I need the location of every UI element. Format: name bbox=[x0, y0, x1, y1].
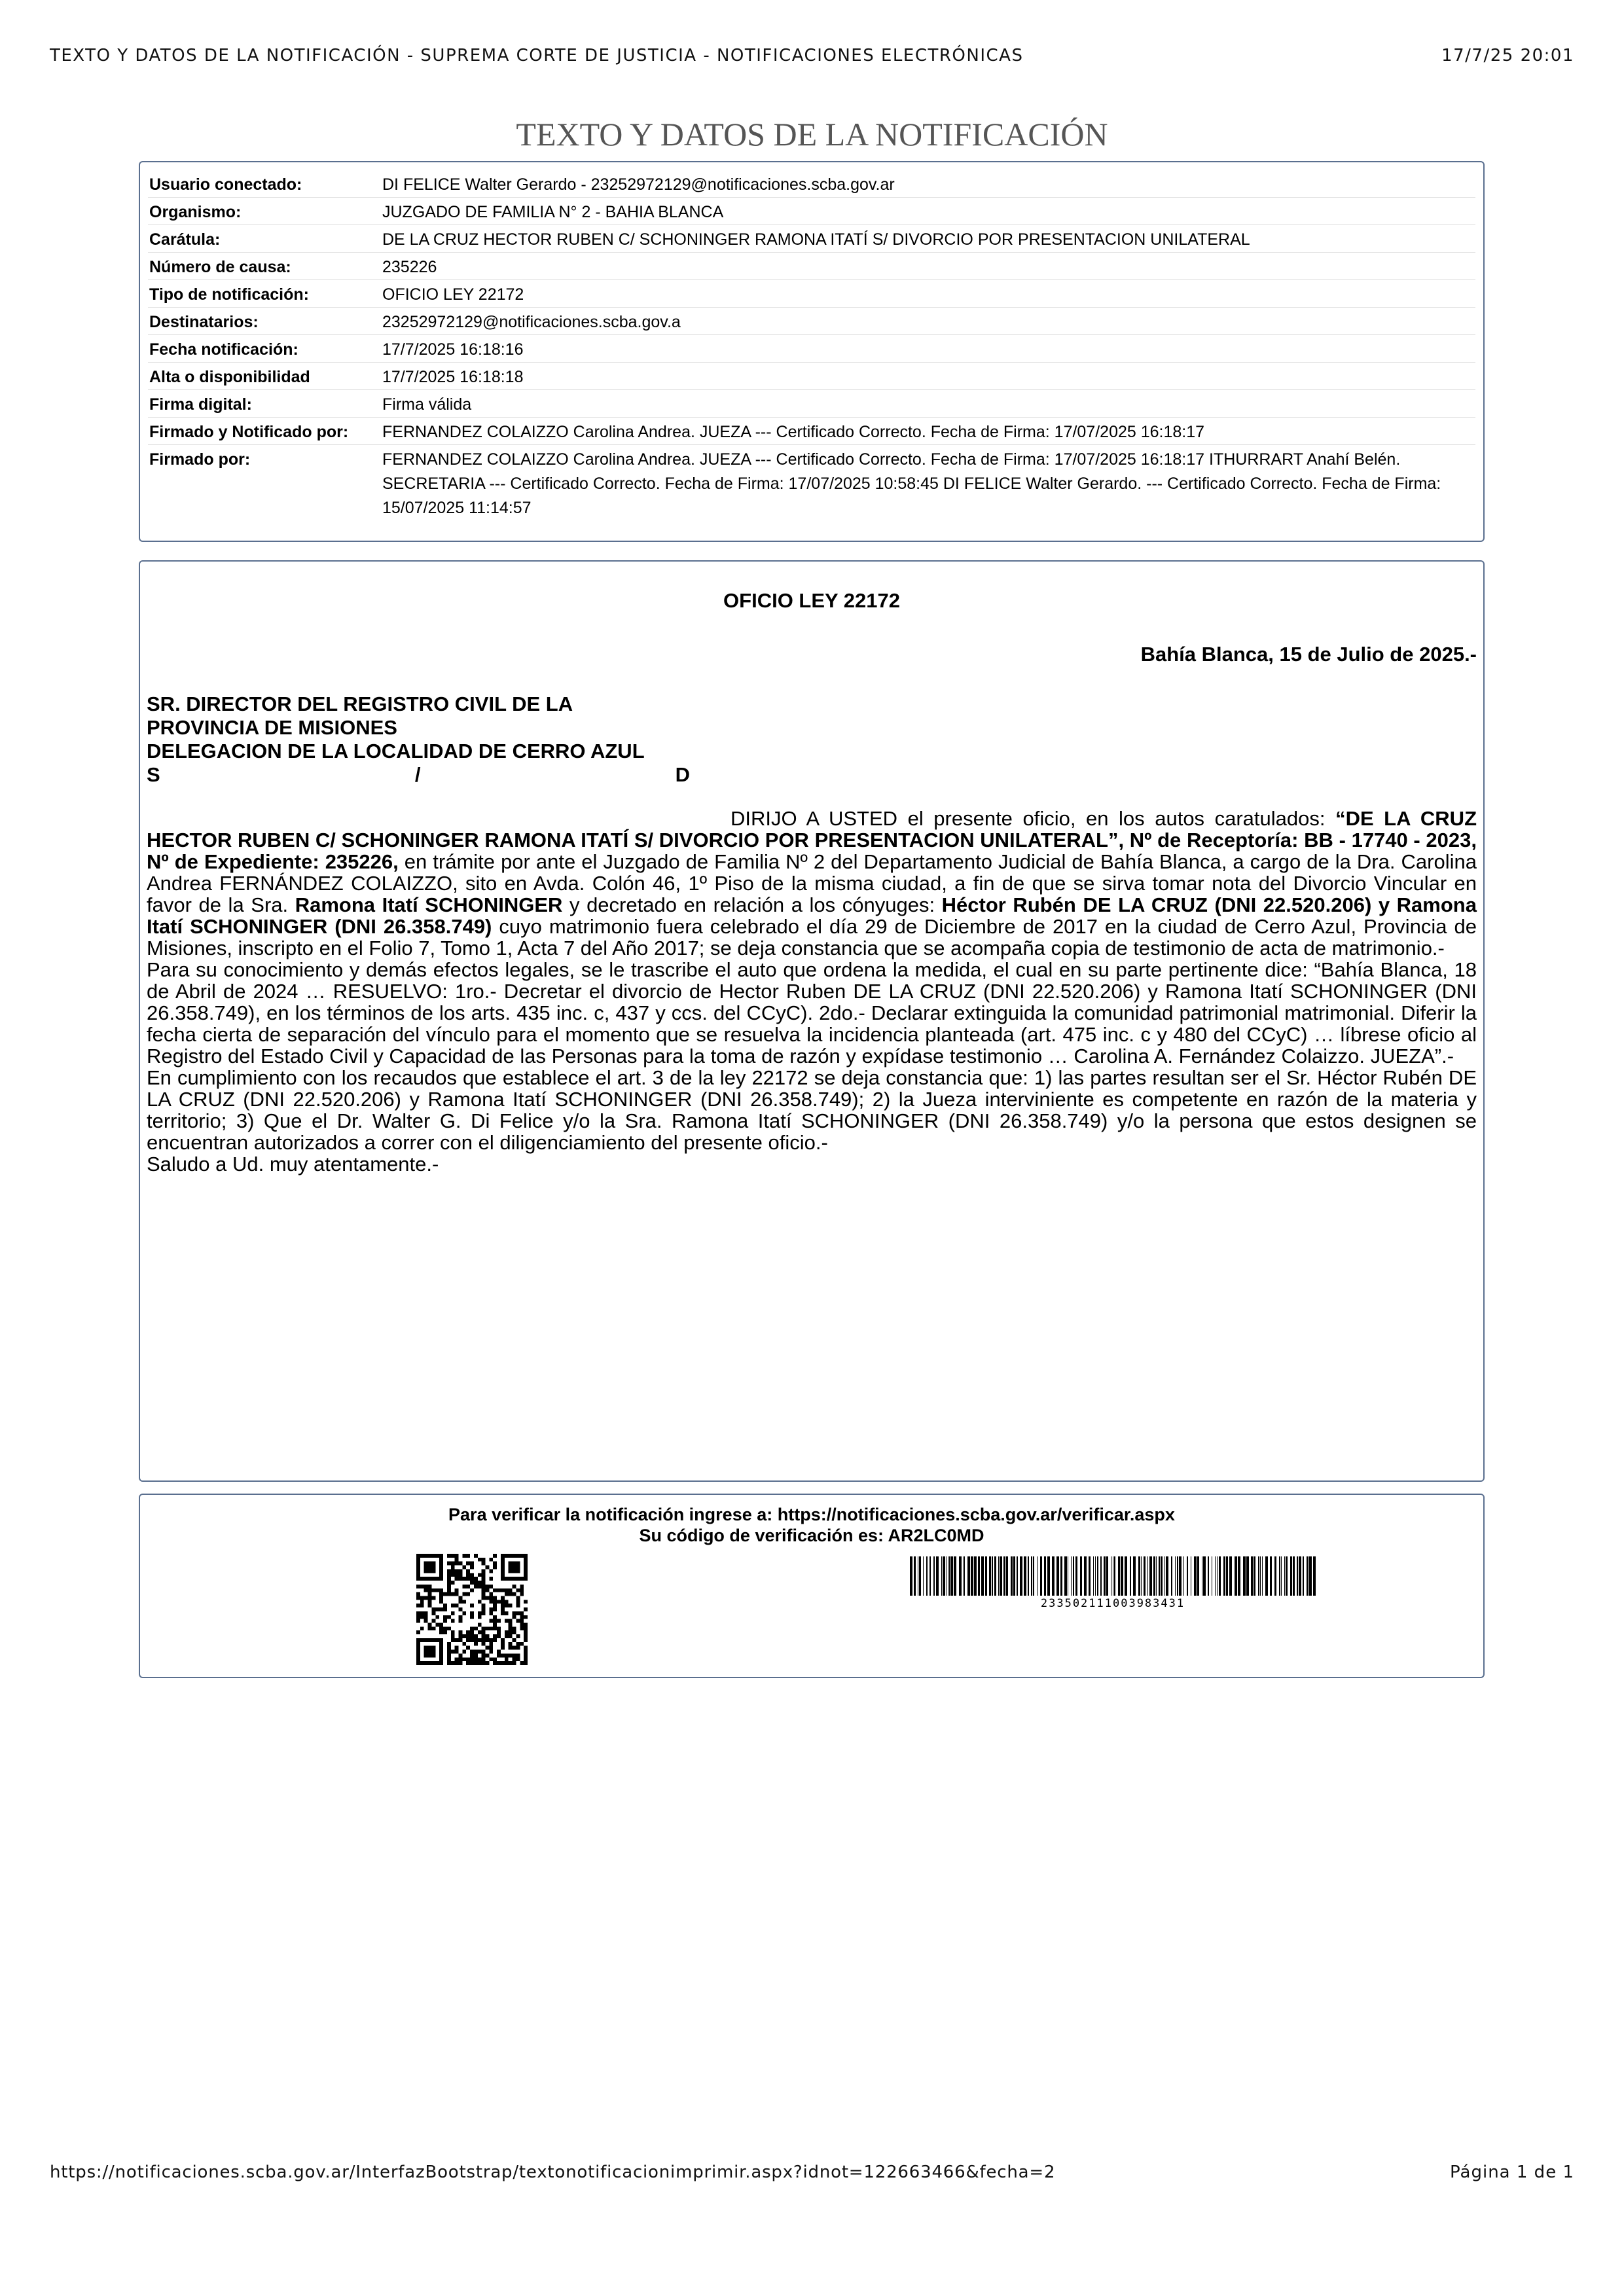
text-run: cuyo matrimonio fuera celebrado el día 29 de Diciembre de 2017 en la ciudad de Cerro Azul, Provincia de Misiones, inscripto en el Folio 7, Tomo 1, Acta 7 del Año 2017; se deja constancia que se acompaña copia de testimonio de acta de matrimonio.- bbox=[147, 915, 1477, 960]
notification-info-panel bbox=[139, 161, 1485, 542]
addressee-line: PROVINCIA DE MISIONES bbox=[147, 716, 397, 739]
letter-body bbox=[147, 808, 1477, 1175]
text-run: en trámite por ante el Juzgado de Familia Nº 2 del Departamento Judicial de Bahía Blanca, a cargo de la Dra. Carolina Andrea FERNÁNDEZ COLAIZZO, sito en Avda. Colón 46, 1º Piso de la misma ciudad, a fin de que se sirva tomar nota del Divorcio Vincular en favor de la Sra. bbox=[147, 850, 1477, 916]
info-value: DE LA CRUZ HECTOR RUBEN C/ SCHONINGER RAMONA ITATÍ S/ DIVORCIO POR PRESENTACION UNILATERAL bbox=[382, 230, 1250, 249]
verification-panel bbox=[139, 1494, 1485, 1678]
info-row-destinatarios bbox=[148, 308, 1475, 335]
qr-code-icon bbox=[416, 1554, 528, 1665]
info-row-tipo-notificacion bbox=[148, 280, 1475, 308]
info-row-caratula bbox=[148, 225, 1475, 253]
oficio-letter-panel bbox=[139, 560, 1485, 1482]
page-number: Página 1 de 1 bbox=[1450, 2162, 1574, 2182]
text-run: y decretado en relación a los cónyuges: bbox=[562, 893, 942, 916]
text-run-bold: Héctor Rubén DE LA CRUZ (DNI 22.520.206) y Ramona Itatí SCHONINGER (DNI 26.358.749) bbox=[147, 893, 1477, 938]
info-value: DI FELICE Walter Gerardo - 23252972129@notificaciones.scba.gov.ar bbox=[382, 175, 895, 194]
info-label: Firmado por: bbox=[149, 450, 251, 469]
info-value: Firma válida bbox=[382, 395, 472, 414]
verify-url-text: Para verificar la notificación ingrese a: https://notificaciones.scba.gov.ar/verificar.aspx bbox=[448, 1505, 1175, 1524]
info-row-organismo bbox=[148, 198, 1475, 225]
text-run-bold: Ramona Itatí SCHONINGER bbox=[295, 893, 563, 916]
oficio-heading: OFICIO LEY 22172 bbox=[723, 589, 900, 612]
info-row-firmado-por bbox=[148, 445, 1475, 520]
addressee-line: SR. DIRECTOR DEL REGISTRO CIVIL DE LA bbox=[147, 692, 573, 715]
sd-d: D bbox=[675, 763, 690, 786]
info-row-usuario bbox=[148, 170, 1475, 198]
info-row-fecha-notificacion bbox=[148, 335, 1475, 363]
info-label: Firma digital: bbox=[149, 395, 252, 414]
sd-s: S bbox=[147, 763, 160, 786]
info-row-firmado-notificado bbox=[148, 418, 1475, 445]
info-label: Carátula: bbox=[149, 230, 221, 249]
print-footer-url: https://notificaciones.scba.gov.ar/InterfazBootstrap/textonotificacionimprimir.aspx?idnot=122663466&fecha=2 bbox=[50, 2162, 1056, 2182]
letter-paragraph-3: En cumplimiento con los recaudos que establece el art. 3 de la ley 22172 se deja constancia que: 1) las partes resultan ser el Sr. Héctor Rubén DE LA CRUZ (DNI 22.520.206) y Ramona Itatí SCHONINGER (DNI 26.358.749); 2) la Jueza interviniente es competente en razón de la materia y territorio; 3) Que el Dr. Walter G. Di Felice y/o la Sra. Ramona Itatí SCHONINGER (DNI 26.358.749) y/o la persona que estos designen se encuentran autorizados a correr con el diligenciamiento del presente oficio.- bbox=[147, 1066, 1477, 1154]
letter-closing: Saludo a Ud. muy atentamente.- bbox=[147, 1153, 439, 1175]
verify-code-text: Su código de verificación es: AR2LC0MD bbox=[639, 1526, 984, 1545]
info-label: Organismo: bbox=[149, 203, 242, 221]
info-value: JUZGADO DE FAMILIA N° 2 - BAHIA BLANCA bbox=[382, 203, 724, 221]
info-value: FERNANDEZ COLAIZZO Carolina Andrea. JUEZA --- Certificado Correcto. Fecha de Firma: 17/07/2025 16:18:17 bbox=[382, 423, 1205, 441]
text-run-bold: “DE LA CRUZ HECTOR RUBEN C/ SCHONINGER RAMONA ITATÍ S/ DIVORCIO POR PRESENTACION UNILATERAL”, Nº de Receptoría: BB - 17740 - 2023, Nº de Expediente: 235226, bbox=[147, 807, 1477, 873]
place-date: Bahía Blanca, 15 de Julio de 2025.- bbox=[1140, 643, 1477, 666]
print-header-title: TEXTO Y DATOS DE LA NOTIFICACIÓN - SUPREMA CORTE DE JUSTICIA - NOTIFICACIONES ELECTRÓNICAS bbox=[50, 46, 1024, 65]
info-label: Tipo de notificación: bbox=[149, 285, 309, 304]
info-row-numero-causa bbox=[148, 253, 1475, 280]
info-label: Fecha notificación: bbox=[149, 340, 298, 359]
info-row-firma-digital bbox=[148, 390, 1475, 418]
info-value: 23252972129@notificaciones.scba.gov.a bbox=[382, 313, 681, 331]
addressee-line: DELEGACION DE LA LOCALIDAD DE CERRO AZUL bbox=[147, 740, 645, 762]
info-label: Usuario conectado: bbox=[149, 175, 302, 194]
info-row-alta-disponibilidad bbox=[148, 363, 1475, 390]
letter-paragraph-1 bbox=[147, 808, 1477, 959]
info-label: Alta o disponibilidad bbox=[149, 368, 310, 386]
sd-line bbox=[147, 763, 690, 787]
sd-slash: / bbox=[414, 763, 421, 786]
print-footer bbox=[50, 2162, 1574, 2189]
info-value: 17/7/2025 16:18:16 bbox=[382, 340, 524, 359]
barcode-icon bbox=[910, 1556, 1316, 1596]
info-value: 235226 bbox=[382, 258, 437, 276]
print-header bbox=[50, 46, 1574, 72]
info-label: Firmado y Notificado por: bbox=[149, 423, 349, 441]
info-value: FERNANDEZ COLAIZZO Carolina Andrea. JUEZA --- Certificado Correcto. Fecha de Firma: 17/07/2025 16:18:17 ITHURRART Anahí Belén. SECRETARIA --- Certificado Correcto. Fecha de Firma: 17/07/2025 10:58:45 DI FELICE Walter Gerardo. --- Certificado Correcto. Fecha de Firma: 15/07/2025 11:14:57 bbox=[382, 450, 1441, 517]
info-label: Destinatarios: bbox=[149, 313, 259, 331]
info-value: OFICIO LEY 22172 bbox=[382, 285, 524, 304]
letter-paragraph-2: Para su conocimiento y demás efectos legales, se le trascribe el auto que ordena la medida, el cual en su parte pertinente dice: “Bahía Blanca, 18 de Abril de 2024 … RESUELVO: 1ro.- Decretar el divorcio de Hector Ruben DE LA CRUZ (DNI 22.520.206) y Ramona Itatí SCHONINGER (DNI 26.358.749), en los términos de los arts. 435 inc. c, 437 y ccs. del CCyC). 2do.- Declarar extinguida la comunidad patrimonial matrimonial. Diferir la fecha cierta de separación del vínculo para el momento que se resuelva la incidencia planteada (art. 475 inc. c y 480 del CCyC) … líbrese oficio al Registro del Estado Civil y Capacidad de las Personas para la toma de razón y expídase testimonio … Carolina A. Fernández Colaizzo. JUEZA”.- bbox=[147, 958, 1477, 1067]
info-label: Número de causa: bbox=[149, 258, 291, 276]
info-value: 17/7/2025 16:18:18 bbox=[382, 368, 524, 386]
barcode-number: 233502111003983431 bbox=[1040, 1597, 1185, 1610]
print-header-datetime: 17/7/25 20:01 bbox=[1441, 46, 1574, 65]
page-title: TEXTO Y DATOS DE LA NOTIFICACIÓN bbox=[516, 116, 1108, 152]
addressee-block bbox=[147, 692, 690, 787]
text-run: DIRIJO A USTED el presente oficio, en los autos caratulados: bbox=[731, 807, 1336, 830]
